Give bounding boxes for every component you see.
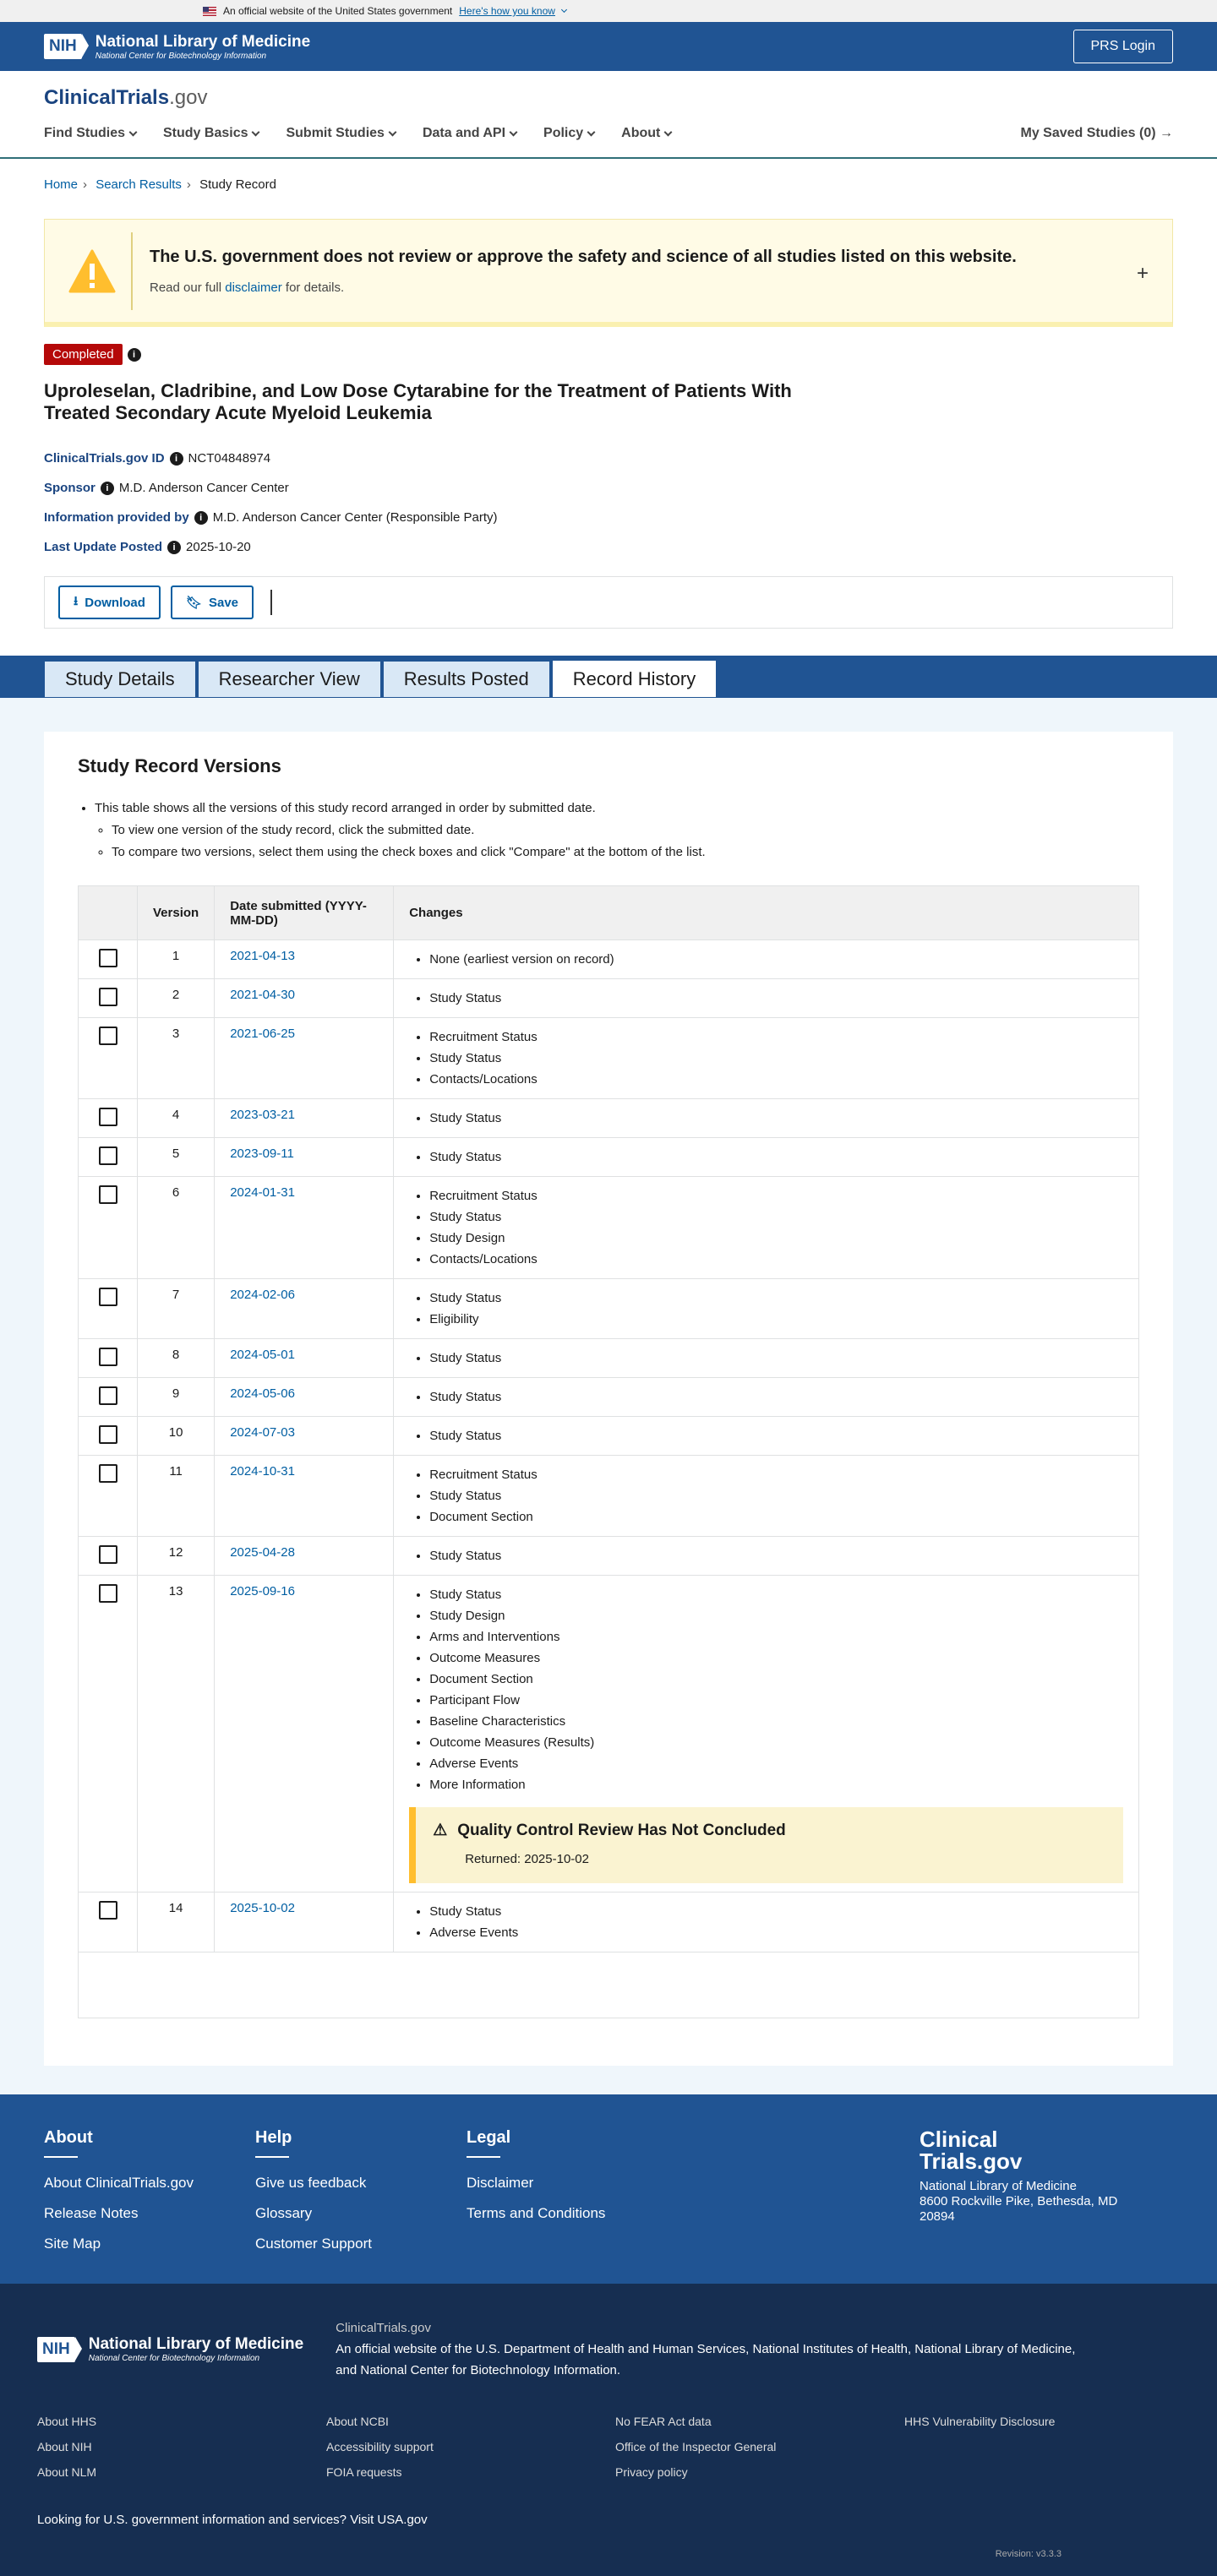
change-item: • Study Design [429,1228,1123,1249]
main-nav [44,110,1173,157]
version-date-link[interactable]: 2024-05-06 [230,1386,295,1401]
nav-data-and-api[interactable]: Data and API [423,126,516,141]
changes-cell [394,1177,1139,1279]
compare-checkbox[interactable] [99,1545,117,1564]
compare-checkbox[interactable] [99,1425,117,1444]
compare-checkbox[interactable] [99,988,117,1006]
disclaimer-title: The U.S. government does not review or approve the safety and science of all studies listed on this website. [150,247,1017,266]
change-item: • Study Status [429,1288,1123,1309]
table-row [79,1138,1139,1177]
accessibility-link[interactable]: Accessibility support [326,2440,434,2453]
version-number: 2 [138,979,215,1018]
table-row [79,1417,1139,1456]
about-nlm-link[interactable]: About NLM [37,2465,97,2479]
change-item: • Adverse Events [429,1753,1123,1774]
version-date-link[interactable]: 2024-05-01 [230,1348,295,1362]
change-item: • Study Status [429,1348,1123,1369]
nlm-link[interactable]: National Library of Medicine [914,2342,1072,2356]
version-number: 4 [138,1099,215,1138]
version-number: 11 [138,1456,215,1537]
footer-support-link[interactable]: Customer Support [255,2236,372,2252]
changes-cell [394,1378,1139,1417]
footer-links [37,2415,1180,2479]
heres-how-you-know-link[interactable]: Here's how you know [459,5,555,17]
changes-cell [394,1417,1139,1456]
divider [270,590,272,615]
change-item: • None (earliest version on record) [429,949,1123,970]
changes-cell [394,1279,1139,1339]
no-fear-act-link[interactable]: No FEAR Act data [615,2415,712,2428]
version-number: 6 [138,1177,215,1279]
status-badge: Completed [44,344,123,365]
inspector-general-link[interactable]: Office of the Inspector General [615,2440,777,2453]
change-item: • Document Section [429,1506,1123,1528]
compare-checkbox[interactable] [99,1386,117,1405]
change-item: • Document Section [429,1669,1123,1690]
change-item: • Study Status [429,1386,1123,1408]
nlm-footer: NIH National Library of Medicine National Center for Biotechnology Information ClinicalTrials.gov An official website of the U.S. Department of Health and Human Services, National Institutes of Health, National Library of Medicine, and National Center for Biotechnology Information. About HHS About NCBI No FEAR Act data HHS Vulnerability Disclosure About NIH Accessibility support Office of the Inspector General About NLM FOIA requests Privacy policy Looking for U.S. government information and services? Visit USA.gov Revision: v3.3.3 [0,2284,1217,2576]
expand-icon[interactable]: + [1136,262,1149,285]
change-item: • Study Status [429,1146,1123,1168]
usa-gov-link[interactable]: Visit USA.gov [350,2513,428,2527]
download-icon: ⭳ [74,593,79,608]
compare-checkbox[interactable] [99,1027,117,1045]
footer-about-link[interactable]: About ClinicalTrials.gov [44,2175,194,2191]
compare-checkbox[interactable] [99,1464,117,1483]
version-date-link[interactable]: 2024-01-31 [230,1185,295,1200]
study-title: Uproleselan, Cladribine, and Low Dose Cytarabine for the Treatment of Patients With Treated Secondary Acute Myeloid Leukemia [44,380,792,423]
version-date-link[interactable]: 2025-10-02 [230,1901,295,1915]
foia-link[interactable]: FOIA requests [326,2465,402,2479]
study-id: NCT04848974 [188,451,271,466]
chevron-down-icon [129,128,138,136]
info-icon[interactable]: i [170,452,183,466]
table-row [79,1018,1139,1099]
version-number: 10 [138,1417,215,1456]
version-date-link[interactable]: 2025-09-16 [230,1584,295,1598]
study-summary [0,327,1217,554]
change-item: • Recruitment Status [429,1185,1123,1206]
record-versions-card [44,732,1173,2066]
nav-study-basics[interactable]: Study Basics [163,126,259,141]
study-tabs [0,656,1217,698]
bookmark-icon: 🔖︎ [185,596,202,610]
footer-about-heading: About [44,2128,93,2147]
footer-glossary-link[interactable]: Glossary [255,2205,313,2221]
info-icon[interactable]: i [194,511,208,525]
change-item: • Contacts/Locations [429,1069,1123,1090]
footer-feedback-link[interactable]: Give us feedback [255,2175,367,2191]
change-item: • Study Status [429,1108,1123,1129]
last-update-label: Last Update Posted [44,540,163,554]
footer-logo: Clinical Trials.gov National Library of Medicine 8600 Rockville Pike, Bethesda, MD 20894 [920,2127,1118,2224]
change-item: • Recruitment Status [429,1464,1123,1485]
about-hhs-link[interactable]: About HHS [37,2415,97,2428]
change-item: • More Information [429,1774,1123,1795]
version-date-link[interactable]: 2023-09-11 [230,1146,294,1161]
warning-icon: ⚠ [433,1822,448,1839]
versions-table [78,885,1139,2018]
compare-checkbox[interactable] [99,1901,117,1920]
version-number: 5 [138,1138,215,1177]
change-item: • Study Status [429,1584,1123,1605]
chevron-down-icon [252,128,260,136]
version-number: 1 [138,940,215,979]
version-date-link[interactable]: 2021-04-13 [230,949,295,963]
breadcrumb: Home › Search Results › Study Record [44,177,276,192]
nav-about[interactable]: About [621,126,671,141]
chevron-down-icon [510,128,518,136]
site-footer [0,2094,1217,2284]
clinicaltrials-logo[interactable]: ClinicalTrials.gov [44,86,208,109]
about-ncbi-link[interactable]: About NCBI [326,2415,389,2428]
tab-record-history[interactable]: Record History [552,657,717,698]
save-button[interactable]: 🔖︎ Save [171,585,254,619]
change-item: • Study Status [429,1545,1123,1566]
changes-cell [394,1456,1139,1537]
compare-checkbox[interactable] [99,1584,117,1603]
breadcrumb-search-results[interactable]: Search Results [96,177,182,192]
revision: Revision: v3.3.3 [995,2549,1061,2559]
download-button[interactable]: ⭳ Download [58,585,161,619]
change-item: • Study Status [429,988,1123,1009]
footer-help-heading: Help [255,2128,292,2147]
changes-cell [394,1099,1139,1138]
version-date-link[interactable]: 2025-04-28 [230,1545,295,1560]
info-icon[interactable]: i [101,482,114,495]
version-number: 8 [138,1339,215,1378]
prs-login-button[interactable]: PRS Login [1073,30,1174,63]
change-item: • Arms and Interventions [429,1626,1123,1647]
table-row [79,1279,1139,1339]
nav-policy[interactable]: Policy [543,126,594,141]
nlm-footer-logo[interactable]: NIH National Library of Medicine National Center for Biotechnology Information [37,2317,303,2381]
change-item: • Study Status [429,1048,1123,1069]
info-icon[interactable]: i [167,541,181,554]
changes-cell [394,1576,1139,1893]
change-item: • Participant Flow [429,1690,1123,1711]
footer-disclaimer-link[interactable]: Disclaimer [467,2175,534,2191]
footer-legal-heading: Legal [467,2128,511,2147]
table-row [79,1893,1139,1952]
version-date-link[interactable]: 2024-10-31 [230,1464,295,1479]
tab-researcher-view[interactable]: Researcher View [198,661,381,698]
version-number: 13 [138,1576,215,1893]
privacy-link[interactable]: Privacy policy [615,2465,688,2479]
version-date-link[interactable]: 2024-02-06 [230,1288,295,1302]
change-item: • Study Status [429,1206,1123,1228]
table-row [79,1339,1139,1378]
tab-results-posted[interactable]: Results Posted [383,661,550,698]
change-item: • Baseline Characteristics [429,1711,1123,1732]
version-date-link[interactable]: 2024-07-03 [230,1425,295,1440]
version-date-link[interactable]: 2021-06-25 [230,1027,295,1041]
versions-intro: • This table shows all the versions of this study record arranged in order by submitted date. ◦ To view one version of the study record, click the submitted date. ◦ To compare two versions, select them using the check boxes and click "Compare" at the bottom of the list. [95,798,1139,863]
nih-logo-box: NIH [44,34,82,59]
disclaimer-link[interactable]: disclaimer [225,280,282,295]
nlm-title: National Library of Medicine [95,32,311,51]
version-number: 3 [138,1018,215,1099]
table-row [79,1456,1139,1537]
chevron-down-icon [664,128,673,136]
nav-submit-studies[interactable]: Submit Studies [286,126,395,141]
gov-banner [0,0,1217,22]
tab-study-details[interactable]: Study Details [44,661,196,698]
version-number: 9 [138,1378,215,1417]
version-date-link[interactable]: 2023-03-21 [230,1108,295,1122]
qc-alert: ⚠ Quality Control Review Has Not Concluded Returned: 2025-10-02 [409,1807,1123,1883]
site-header [0,71,1217,159]
col-version: Version [138,886,215,940]
compare-checkbox[interactable] [99,949,117,967]
compare-checkbox[interactable] [99,1146,117,1165]
changes-cell [394,1339,1139,1378]
version-number: 14 [138,1893,215,1952]
nav-find-studies[interactable]: Find Studies [44,126,136,141]
info-icon[interactable]: i [128,348,141,362]
change-item: • Recruitment Status [429,1027,1123,1048]
nlm-subtitle: National Center for Biotechnology Information [95,51,267,61]
chevron-down-icon [561,6,567,12]
hhs-link[interactable]: U.S. Department of Health and Human Services [475,2342,746,2356]
chevron-down-icon [587,128,596,136]
compare-checkbox[interactable] [99,1185,117,1204]
change-item: • Outcome Measures (Results) [429,1732,1123,1753]
warning-icon [68,249,116,293]
change-item: • Study Status [429,1425,1123,1446]
col-date: Date submitted (YYYY-MM-DD) [215,886,394,940]
change-item: • Adverse Events [429,1922,1123,1943]
study-id-label: ClinicalTrials.gov ID [44,451,165,466]
chevron-down-icon [388,128,396,136]
breadcrumb-home[interactable]: Home [44,177,79,192]
table-row [79,1576,1139,1893]
table-row [79,1537,1139,1576]
changes-cell [394,1537,1139,1576]
footer-site-map-link[interactable]: Site Map [44,2236,101,2252]
last-update: 2025-10-20 [186,540,251,554]
col-changes: Changes [394,886,1139,940]
disclaimer-text: Read our full disclaimer for details. [150,280,345,295]
compare-checkbox[interactable] [99,1348,117,1366]
hhs-vulnerability-link[interactable]: HHS Vulnerability Disclosure [904,2415,1056,2428]
changes-cell [394,979,1139,1018]
versions-heading: Study Record Versions [78,755,281,776]
version-date-link[interactable]: 2021-04-30 [230,988,295,1002]
my-saved-studies-link[interactable]: My Saved Studies (0) → [1020,126,1173,140]
compare-checkbox[interactable] [99,1108,117,1126]
footer-release-notes-link[interactable]: Release Notes [44,2205,139,2221]
usa-gov-row: Looking for U.S. government information and services? Visit USA.gov [37,2513,428,2527]
ncbi-link[interactable]: National Center for Biotechnology Information [360,2363,617,2377]
nlm-logo[interactable] [44,33,310,61]
table-row [79,1177,1139,1279]
changes-cell [394,1138,1139,1177]
version-number: 12 [138,1537,215,1576]
table-row [79,979,1139,1018]
breadcrumb-current: Study Record [199,177,276,192]
change-item: • Outcome Measures [429,1647,1123,1669]
info-provided-label: Information provided by [44,510,189,525]
table-row [79,1378,1139,1417]
about-nih-link[interactable]: About NIH [37,2440,92,2453]
footer-terms-link[interactable]: Terms and Conditions [467,2205,606,2221]
action-bar [44,576,1173,629]
table-row [79,1099,1139,1138]
compare-checkbox[interactable] [99,1288,117,1306]
info-provided: M.D. Anderson Cancer Center (Responsible Party) [212,510,498,525]
sponsor-label: Sponsor [44,481,96,495]
version-number: 7 [138,1279,215,1339]
change-item: • Contacts/Locations [429,1249,1123,1270]
change-item: • Study Status [429,1901,1123,1922]
disclaimer-alert [44,219,1173,327]
change-item: • Eligibility [429,1309,1123,1330]
change-item: • Study Status [429,1485,1123,1506]
change-item: • Study Design [429,1605,1123,1626]
changes-cell [394,1018,1139,1099]
table-row [79,940,1139,979]
nlm-header [0,22,1217,71]
us-flag-icon [203,7,216,16]
nih-link[interactable]: National Institutes of Health [752,2342,908,2356]
gov-banner-text: An official website of the United States government [223,5,453,17]
changes-cell [394,940,1139,979]
changes-cell [394,1893,1139,1952]
sponsor: M.D. Anderson Cancer Center [118,481,289,495]
